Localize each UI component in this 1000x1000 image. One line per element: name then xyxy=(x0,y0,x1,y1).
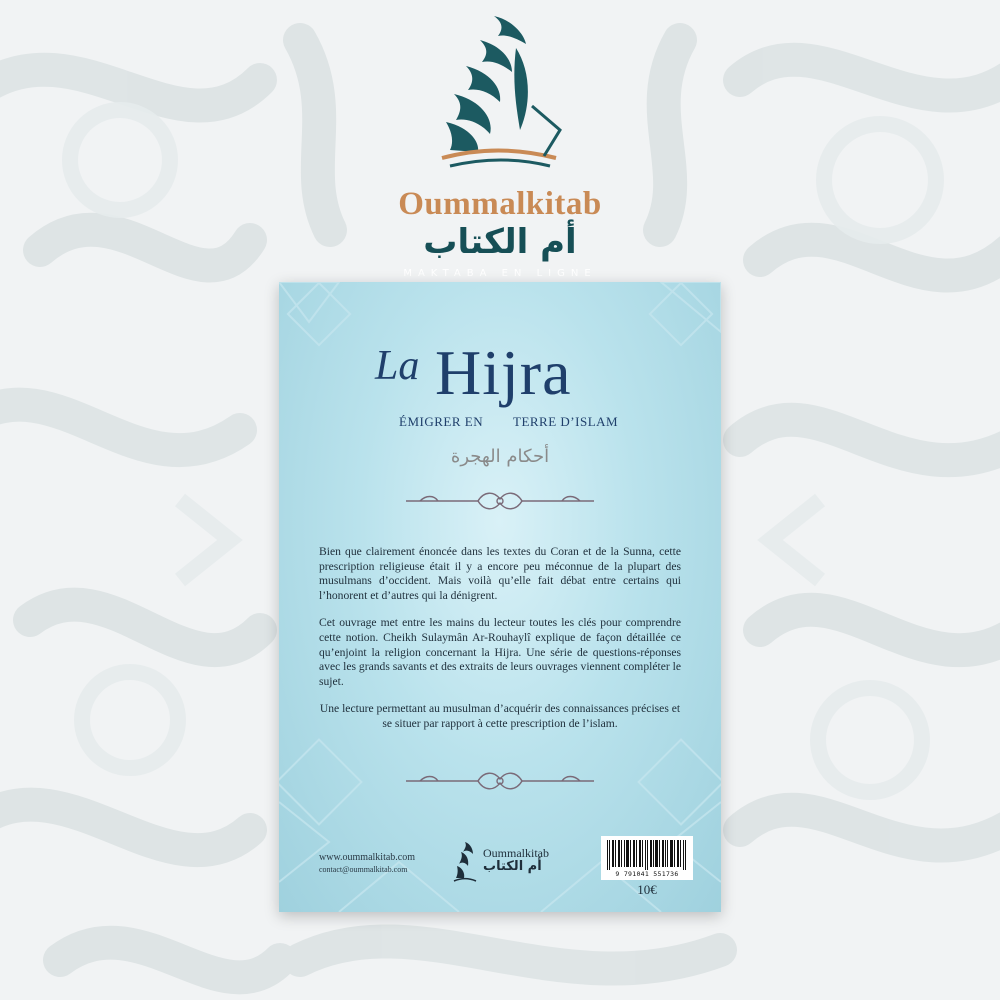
brand-name-latin: Oummalkitab xyxy=(398,186,602,222)
website-text: www.oummalkitab.com xyxy=(319,852,416,863)
description-paragraph: Cet ouvrage met entre les mains du lecteur toutes les clés pour comprendre cette notion. Cheikh Sulaymân Ar-Rouhaylî explique de façon détaillée ce qu’enjoint la religion concernant la Hijra. Une série de questions-réponses avec les grands savants et des extraits de leurs ouvrages viennent compléter le sujet. xyxy=(319,616,681,688)
contact-info xyxy=(319,852,415,875)
book-title xyxy=(279,337,721,440)
ornament-divider-icon xyxy=(400,487,600,515)
barcode xyxy=(601,836,693,880)
title-prefix: La xyxy=(375,343,420,389)
publisher-name-arabic: أم الكتاب xyxy=(483,859,542,874)
book-back-cover xyxy=(279,282,721,912)
calligraphy-logo-icon xyxy=(420,10,580,182)
brand-logo xyxy=(340,10,660,279)
barcode-number: 9 791041 551736 xyxy=(615,870,679,878)
barcode-icon xyxy=(605,840,689,870)
ornament-divider-icon xyxy=(400,767,600,795)
brand-name-arabic: أم الكتاب xyxy=(423,222,577,262)
description-paragraph: Bien que clairement énoncée dans les textes du Coran et de la Sunna, cette prescription religieuse était il y a encore peu méconnue de la plupart des musulmans d’occident. Mais voilà qu’elle fait débat entre certains qui l’honorent et d’autres qui la dénigrent. xyxy=(319,545,681,602)
publisher-logo xyxy=(453,840,563,884)
title-arabic: أحكام الهجرة xyxy=(450,446,550,467)
subtitle-right: TERRE D’ISLAM xyxy=(513,414,619,429)
price-label: 10€ xyxy=(637,882,657,897)
book-description xyxy=(319,545,681,745)
publisher-name-latin: Oummalkitab xyxy=(483,846,549,860)
email-text: contact@oummalkitab.com xyxy=(319,865,408,874)
calligraphy-logo-icon xyxy=(453,840,477,884)
brand-tagline: MAKTABA EN LIGNE xyxy=(403,268,597,279)
title-main: Hijra xyxy=(435,337,572,408)
description-paragraph: Une lecture permettant au musulman d’acquérir des connaissances précises et se situer par rapport à cette prescription de l’islam. xyxy=(319,702,681,730)
subtitle-left: ÉMIGRER EN xyxy=(399,414,484,429)
